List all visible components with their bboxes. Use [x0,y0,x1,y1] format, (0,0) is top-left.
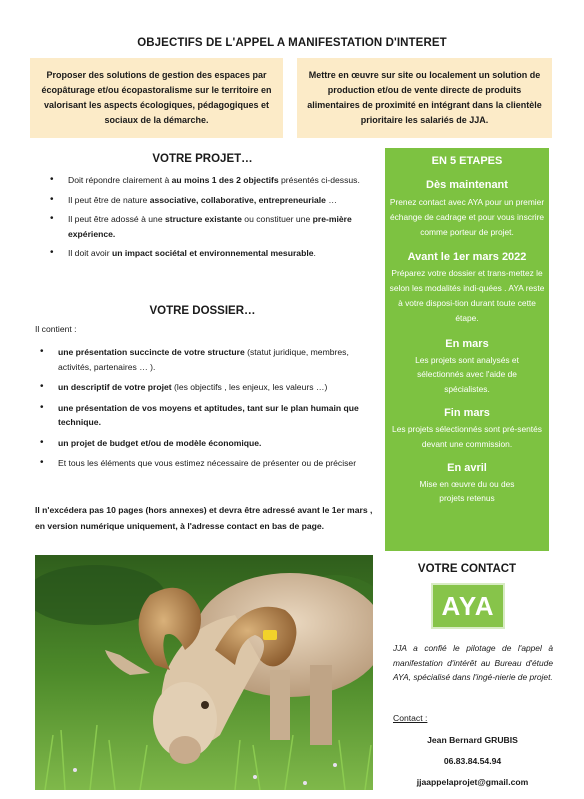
aya-logo: AYA [431,583,505,629]
contact-label: Contact : [393,713,428,723]
objective-text-2: Mettre en œuvre sur site ou localement un solution de production et/ou de vente directe de produits alimentaires de proximité en intégrant dans la clientèle prioritaire les salariés de JJA. [307,70,542,125]
step-heading: Avant le 1er mars 2022 [407,251,527,264]
list-item: • un projet de budget et/ou de modèle économique. [30,436,375,451]
page-title: OBJECTIFS DE L'APPEL A MANIFESTATION D'INTERET [137,37,447,49]
list-item: • Il peut être adossé à une structure existante ou constituer une pre-mière expérience. [40,212,375,241]
dossier-closing-note: Il n'excédera pas 10 pages (hors annexes) et devra être adressé avant le 1er mars , en version numérique uniquement, à l'adresse contact en bas de page. [35,505,373,531]
list-item: • Il doit avoir un impact sociétal et environnemental mesurable. [40,246,375,261]
list-item: • Il peut être de nature associative, collaborative, entrepreneuriale … [40,193,375,208]
step-text: Préparez votre dossier et trans-mettez le selon les modalités indi-quées . AYA reste à votre disposi-tion durant toute cette étape. [389,268,545,323]
contact-name: Jean Bernard GRUBIS [427,735,518,745]
list-item: • une présentation de vos moyens et aptitudes, tant sur le plan humain que technique. [30,401,375,430]
contact-section-title: VOTRE CONTACT [417,563,517,575]
list-item: • un descriptif de votre projet (les objectifs , les enjeux, les valeurs …) [30,380,375,395]
projet-list [40,173,375,266]
list-item: • Et tous les éléments que vous estimez nécessaire de présenter ou de préciser [30,456,375,471]
step-heading: En avril [447,461,487,474]
step-text: Prenez contact avec AYA pour un premier échange de cadrage et pour vous inscrire comme porteur de projet. [389,197,545,237]
contact-description: JJA a confié le pilotage de l'appel à manifestation d'intérêt au Bureau d'étude AYA, spécialisé dans l'ingé-nierie de projet. [393,643,553,682]
objective-box-2 [297,58,552,138]
objective-text-1: Proposer des solutions de gestion des espaces par écopâturage et/ou écopastoralisme sur le territoire en valorisant les aspects écologiques, pédagogiques et sociaux de la démarche. [41,70,272,125]
list-item: • Doit répondre clairement à au moins 1 des 2 objectifs présentés ci-dessus. [40,173,375,188]
contact-email-link[interactable]: jjaappelaprojet@gmail.com [416,777,529,787]
step-text: Les projets sont analysés et sélectionnés avec l'aide de spécialistes. [415,354,519,395]
step-heading: Fin mars [444,406,490,419]
steps-title: EN 5 ETAPES [431,155,503,167]
step-text: Les projets sélectionnés sont pré-sentés devant une commission. [392,423,542,449]
step-text: Mise en œuvre du ou des projets retenus [419,478,515,504]
dossier-list [30,345,375,477]
dossier-intro: Il contient : [35,324,77,334]
steps-panel [385,148,549,551]
projet-section-title: VOTRE PROJET… [152,153,253,165]
grazing-ram-photo [35,555,373,790]
contact-phone: 06.83.84.54.94 [443,756,502,766]
dossier-section-title: VOTRE DOSSIER… [149,305,256,317]
objective-box-1 [30,58,283,138]
list-item: • une présentation succincte de votre structure (statut juridique, membres, activités, partenaires … ). [30,345,375,374]
step-heading: Dès maintenant [426,179,508,191]
step-heading: En mars [445,337,489,350]
